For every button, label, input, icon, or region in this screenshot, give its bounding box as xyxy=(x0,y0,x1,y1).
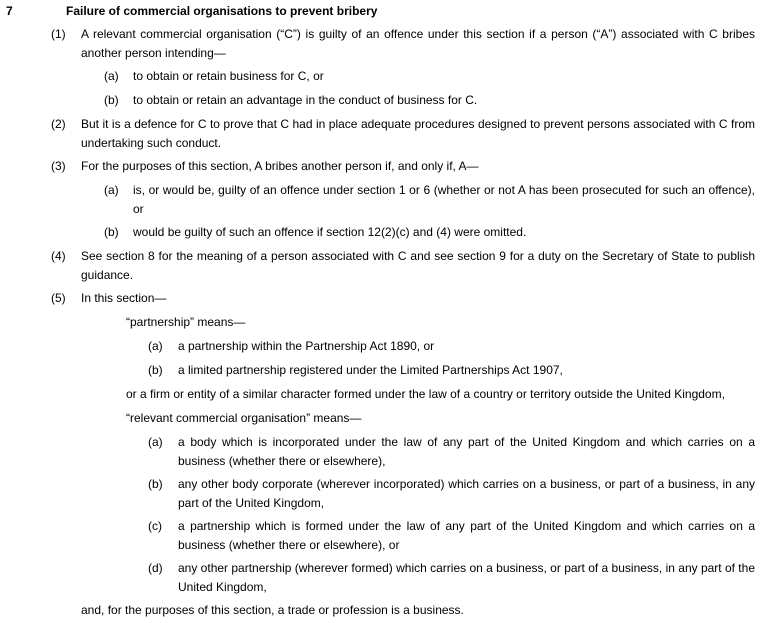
rco-c-number: (c) xyxy=(148,519,162,533)
partnership-a-text: a partnership within the Partnership Act 1890, or xyxy=(178,339,435,353)
partnership-b-number: (b) xyxy=(148,363,163,377)
subsection-3-number: (3) xyxy=(51,159,66,173)
subsection-1b-text: to obtain or retain an advantage in the conduct of business for C. xyxy=(133,93,478,107)
rco-a-number: (a) xyxy=(148,435,163,449)
rco-definition-term: “relevant commercial organisation” means— xyxy=(126,411,362,425)
subsection-4-number: (4) xyxy=(51,249,66,263)
rco-b-number: (b) xyxy=(148,477,163,491)
subsection-2-number: (2) xyxy=(51,117,66,131)
rco-c-text: a partnership which is formed under the law of any part of the United Kingdom and which carries on a business (whether there or elsewhere), or xyxy=(178,519,755,552)
rco-d-text: any other partnership (wherever formed) which carries on a business, or part of a business, in any part of the United Kingdom, xyxy=(178,561,755,594)
subsection-2-text: But it is a defence for C to prove that C had in place adequate procedures designed to prevent persons associated with C from undertaking such conduct. xyxy=(81,117,755,150)
subsection-5-text: In this section— xyxy=(81,291,167,305)
partnership-b-text: a limited partnership registered under the Limited Partnerships Act 1907, xyxy=(178,363,563,377)
subsection-3a-text: is, or would be, guilty of an offence under section 1 or 6 (whether or not A has been prosecuted for such an offence), or xyxy=(133,183,755,216)
partnership-a-number: (a) xyxy=(148,339,163,353)
rco-a-text: a body which is incorporated under the law of any part of the United Kingdom and which carries on a business (whether there or elsewhere), xyxy=(178,435,755,468)
partnership-definition-term: “partnership” means— xyxy=(126,315,246,329)
subsection-3a-number: (a) xyxy=(104,183,119,197)
subsection-3-text: For the purposes of this section, A bribes another person if, and only if, A— xyxy=(81,159,479,173)
subsection-3b-number: (b) xyxy=(104,225,119,239)
subsection-1b-number: (b) xyxy=(104,93,119,107)
subsection-1-number: (1) xyxy=(51,27,66,41)
rco-b-text: any other body corporate (wherever incorporated) which carries on a business, or part of a business, in any part of the United Kingdom, xyxy=(178,477,755,510)
subsection-1a-number: (a) xyxy=(104,69,119,83)
section-heading: Failure of commercial organisations to prevent bribery xyxy=(66,4,378,18)
subsection-5-number: (5) xyxy=(51,291,66,305)
subsection-3b-text: would be guilty of such an offence if section 12(2)(c) and (4) were omitted. xyxy=(133,225,527,239)
rco-d-number: (d) xyxy=(148,561,163,575)
closing-text: and, for the purposes of this section, a trade or profession is a business. xyxy=(81,603,464,617)
subsection-1a-text: to obtain or retain business for C, or xyxy=(133,69,324,83)
section-number: 7 xyxy=(6,4,13,18)
partnership-tail-text: or a firm or entity of a similar character formed under the law of a country or territory outside the United Kingdom, xyxy=(126,387,725,401)
subsection-1-text: A relevant commercial organisation (“C”) is guilty of an offence under this section if a person (“A”) associated with C bribes another person intending— xyxy=(81,27,755,60)
subsection-4-text: See section 8 for the meaning of a person associated with C and see section 9 for a duty on the Secretary of State to publish guidance. xyxy=(81,249,755,282)
